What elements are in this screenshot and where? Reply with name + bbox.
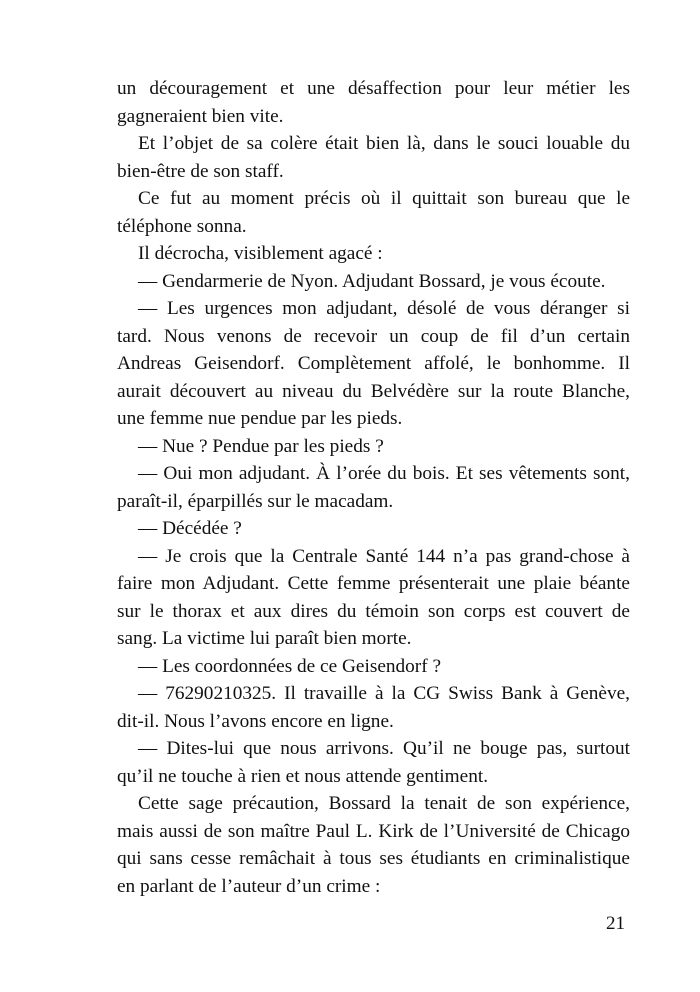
text-line: Et l’objet de sa colère était bien là, dans le souci louable du (138, 133, 630, 154)
text-line: téléphone sonna. (117, 215, 247, 237)
text-line: Cette sage précaution, Bossard la tenait de son expérience, (138, 793, 630, 814)
body-text (117, 75, 630, 900)
text-line: — 76290210325. Il travaille à la CG Swiss Bank à Genève, (138, 683, 630, 704)
text-line: — Gendarmerie de Nyon. Adjudant Bossard, je vous écoute. (138, 270, 606, 292)
text-line: tard. Nous venons de recevoir un coup de fil d’un certain (117, 325, 630, 347)
text-line: — Nue ? Pendue par les pieds ? (138, 435, 384, 457)
text-line: gagneraient bien vite. (117, 105, 284, 127)
text-line: faire mon Adjudant. Cette femme présenterait une plaie béante (117, 573, 630, 594)
text-line: — Décédée ? (138, 518, 242, 539)
paragraph (117, 130, 630, 185)
text-line: Il décrocha, visiblement agacé : (138, 243, 383, 264)
text-line: — Les coordonnées de ce Geisendorf ? (138, 655, 442, 677)
text-line: qu’il ne touche à rien et nous attende gentiment. (117, 765, 489, 787)
text-line: bien-être de son staff. (117, 160, 284, 182)
paragraph (117, 653, 630, 681)
paragraph (117, 680, 630, 735)
text-line: Andreas Geisendorf. Complètement affolé, le bonhomme. Il (117, 353, 630, 374)
text-line: — Dites-lui que nous arrivons. Qu’il ne bouge pas, surtout (138, 738, 630, 759)
paragraph (117, 735, 630, 790)
text-line: Ce fut au moment précis où il quittait son bureau que le (138, 188, 630, 209)
paragraph (117, 515, 630, 543)
text-line: sur le thorax et aux dires du témoin son corps est couvert de (117, 600, 630, 622)
text-line: — Les urgences mon adjudant, désolé de vous déranger si (138, 298, 630, 319)
text-line: une femme nue pendue par les pieds. (117, 408, 403, 429)
text-line: qui sans cesse remâchait à tous ses étudiants en criminalistique (117, 848, 630, 869)
text-line: — Je crois que la Centrale Santé 144 n’a pas grand-chose à (138, 545, 630, 567)
text-line: paraît-il, éparpillés sur le macadam. (117, 490, 394, 512)
page-number: 21 (606, 913, 625, 934)
text-line: en parlant de l’auteur d’un crime : (117, 875, 381, 897)
paragraph (117, 460, 630, 515)
text-line: aurait découvert au niveau du Belvédère sur la route Blanche, (117, 380, 630, 402)
paragraph (117, 268, 630, 296)
paragraph (117, 185, 630, 240)
text-line: sang. La victime lui paraît bien morte. (117, 628, 412, 649)
paragraph (117, 433, 630, 461)
paragraph (117, 790, 630, 900)
text-line: — Oui mon adjudant. À l’orée du bois. Et ses vêtements sont, (138, 463, 630, 484)
paragraph (117, 295, 630, 433)
paragraph (117, 543, 630, 653)
text-line: mais aussi de son maître Paul L. Kirk de l’Université de Chicago (117, 820, 630, 842)
paragraph (117, 75, 630, 130)
paragraph (117, 240, 630, 268)
text-line: un découragement et une désaffection pour leur métier les (117, 78, 630, 99)
text-line: dit-il. Nous l’avons encore en ligne. (117, 710, 394, 732)
